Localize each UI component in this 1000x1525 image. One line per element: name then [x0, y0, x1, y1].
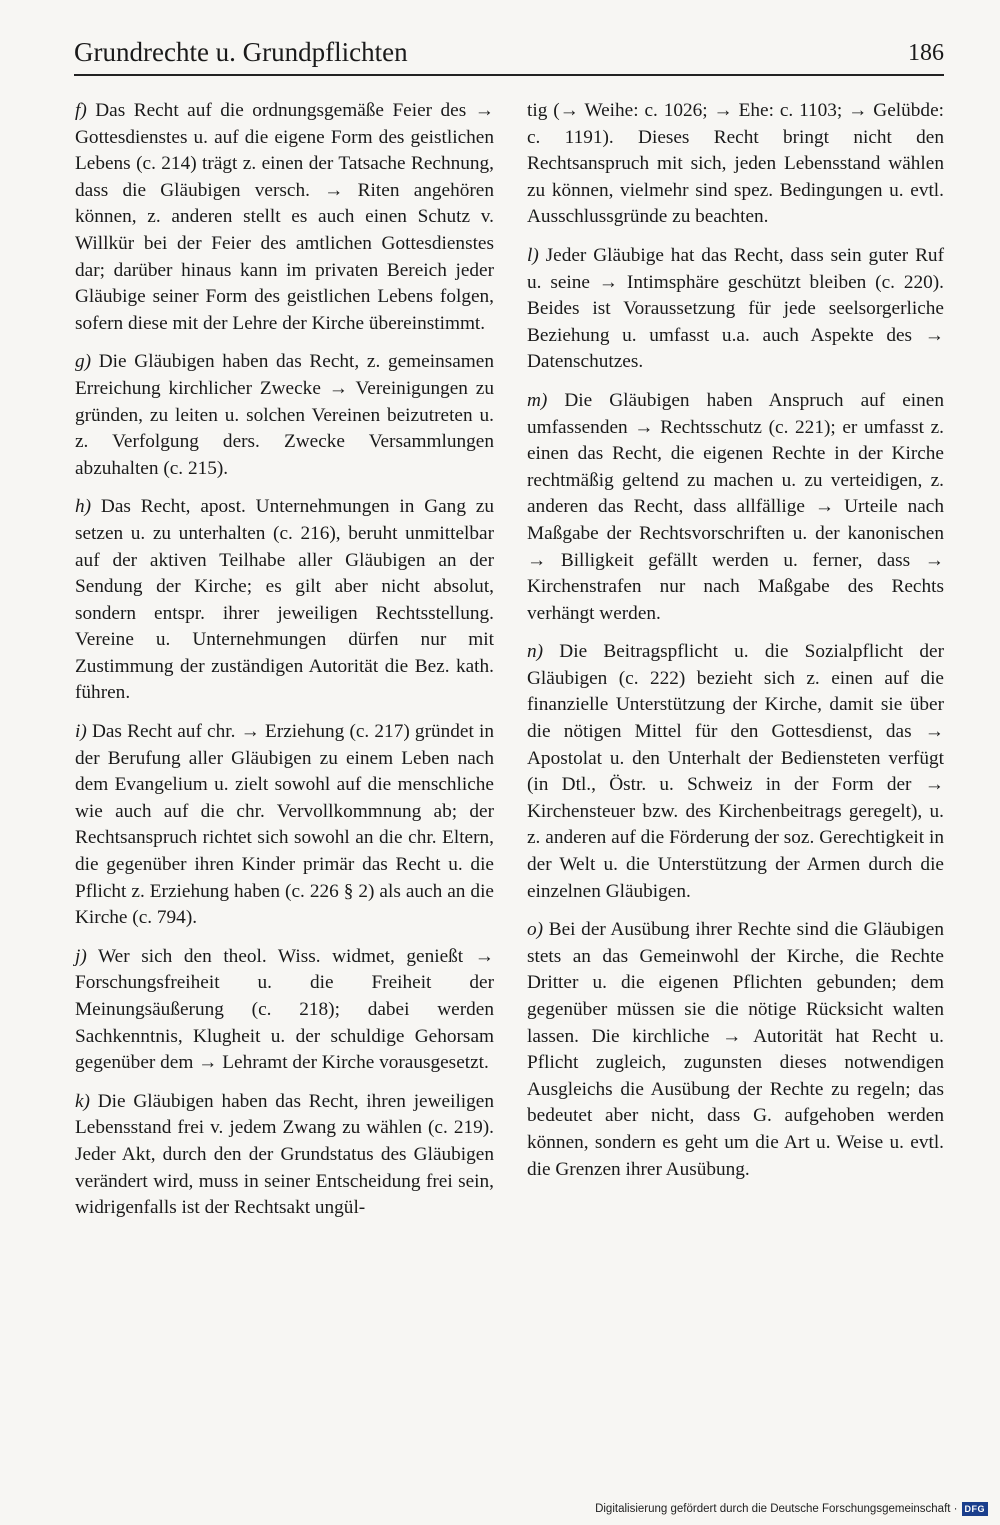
- paragraph-text: Wer sich den theol. Wiss. widmet, genießt → Forschungsfreiheit u. die Freiheit der Meinungsäußerung (c. 218); dabei werden Sachkenntnis, Klugheit u. der schuldige Gehorsam gegenüber dem → Lehramt der Kirche vorausgesetzt.: [75, 945, 494, 1074]
- paragraph-label: i): [75, 721, 87, 743]
- paragraph-label: l): [527, 244, 539, 266]
- paragraph-k: [75, 1089, 494, 1222]
- paragraph-label: n): [527, 641, 544, 663]
- paragraph-text: Die Gläubigen haben Anspruch auf einen umfassenden → Rechtsschutz (c. 221); er umfasst z. einen das Recht, die eigenen Rechte in der Kirche rechtmäßig geltend zu machen u. zu verteidigen, z. anderen das Recht, dass allfällige → Urteile nach Maßgabe der Rechtsvorschriften u. der kanonischen → Billigkeit gefällt werden u. ferner, dass → Kirchenstrafen nur nach Maßgabe des Rechts verhängt werden.: [527, 389, 944, 624]
- paragraph-label: j): [75, 945, 87, 967]
- funding-note: Digitalisierung gefördert durch die Deutsche Forschungsgemeinschaft ·: [595, 1503, 958, 1515]
- paragraph-n: [527, 639, 944, 905]
- paragraph-g: [75, 349, 494, 482]
- left-column: [75, 98, 494, 1234]
- paragraph-o: [527, 917, 944, 1183]
- paragraph-text: tig (→ Weihe: c. 1026; → Ehe: c. 1103; → Gelübde: c. 1191). Dieses Recht bringt nicht den Rechtsanspruch mit sich, jeden Lebensstand wählen zu können, vielmehr sind spez. Bedingungen u. evtl. Ausschlussgründe zu beachten.: [527, 100, 944, 228]
- paragraph-text: Das Recht auf chr. → Erziehung (c. 217) gründet in der Berufung aller Gläubigen zu einem Leben nach dem Evangelium u. zielt sowohl auf die menschliche wie auch auf die chr. Vervollkommnung ab; der Rechtsanspruch richtet sich sowohl an die chr. Eltern, die gegenüber ihren Kinder primär das Recht u. die Pflicht z. Erziehung haben (c. 226 § 2) als auch an die Kirche (c. 794).: [75, 721, 494, 929]
- paragraph-k-continued: [527, 98, 944, 231]
- paragraph-text: Jeder Gläubige hat das Recht, dass sein guter Ruf u. seine → Intimsphäre geschützt bleiben (c. 220). Beides ist Voraussetzung für jede seelsorgerliche Beziehung u. umfasst u.a. auch Aspekte des → Datenschutzes.: [527, 244, 944, 373]
- paragraph-label: g): [75, 351, 92, 373]
- paragraph-label: h): [75, 496, 92, 518]
- paragraph-text: Die Beitragspflicht u. die Sozialpflicht der Gläubigen (c. 222) bezieht sich z. einen auf die finanzielle Unterstützung der Kirche, damit sie über die nötigen Mittel für den Gottesdienst, das → Apostolat u. den Unterhalt der Bediensteten verfügt (in Dtl., Östr. u. Schweiz in der Form der → Kirchensteuer bzw. des Kirchenbeitrags geregelt), u. z. anderen auf die Förderung der soz. Gerechtigkeit in der Welt u. die Unterstützung der Armen durch die einzelnen Gläubigen.: [527, 641, 944, 902]
- funding-footer: [595, 1501, 988, 1517]
- paragraph-text: Die Gläubigen haben das Recht, ihren jeweiligen Lebensstand frei v. jedem Zwang zu wählen (c. 219). Jeder Akt, durch den der Grundstatus des Gläubigen verändert wird, muss in seiner Entscheidung frei sein, widrigenfalls ist der Rechtsakt ungül-: [75, 1090, 494, 1219]
- paragraph-j: [75, 944, 494, 1077]
- header-rule: [74, 74, 944, 76]
- page-title: Grundrechte u. Grundpflichten: [74, 37, 408, 67]
- paragraph-label: o): [527, 919, 544, 941]
- paragraph-i: [75, 719, 494, 932]
- paragraph-f: [75, 98, 494, 337]
- paragraph-label: k): [75, 1090, 90, 1112]
- paragraph-text: Das Recht, apost. Unternehmungen in Gang zu setzen u. zu unterhalten (c. 216), beruht unmittelbar auf der aktiven Teilhabe aller Gläubigen an der Sendung der Kirche; es gilt aber nicht absolut, sondern entspr. ihrer jeweiligen Rechtsstellung. Vereine u. Unternehmungen dürfen nur mit Zustimmung der zuständigen Autorität die Bez. kath. führen.: [75, 496, 494, 704]
- dfg-logo: DFG: [962, 1502, 989, 1516]
- paragraph-text: Bei der Ausübung ihrer Rechte sind die Gläubigen stets an das Gemeinwohl der Kirche, die Rechte Dritter u. die eigenen Pflichten gebunden; dem gegenüber müssen sie die nötige Rücksicht walten lassen. Die kirchliche → Autorität hat Recht u. Pflicht zugleich, zugunsten dieses notwendigen Ausgleichs die Ausübung der Rechte zu regeln; das bedeutet aber nicht, dass G. aufgehoben werden können, sondern es geht um die Art u. Weise u. evtl. die Grenzen ihrer Ausübung.: [527, 919, 944, 1180]
- paragraph-l: [527, 243, 944, 376]
- paragraph-m: [527, 388, 944, 627]
- paragraph-text: Das Recht auf die ordnungsgemäße Feier des → Gottesdienstes u. auf die eigene Form des geistlichen Lebens (c. 214) trägt z. einen der Tatsache Rechnung, dass die Gläubigen versch. → Riten angehören können, z. anderen stellt es auch einen Schutz v. Willkür bei der Feier des amtlichen Gottesdienstes dar; darüber hinaus kann im privaten Bereich jeder Gläubige seiner Form des geistlichen Lebens folgen, sofern diese mit der Lehre der Kirche übereinstimmt.: [75, 100, 494, 334]
- paragraph-h: [75, 494, 494, 707]
- paragraph-text: Die Gläubigen haben das Recht, z. gemeinsamen Erreichung kirchlicher Zwecke → Vereinigungen zu gründen, zu leiten u. solchen Vereinen beizutreten u. z. Verfolgung ders. Zwecke Versammlungen abzuhalten (c. 215).: [75, 351, 494, 479]
- page-number: 186: [908, 40, 944, 66]
- right-column: [527, 98, 944, 1195]
- paragraph-label: f): [75, 100, 87, 121]
- paragraph-label: m): [527, 389, 548, 411]
- page-header: [74, 36, 944, 74]
